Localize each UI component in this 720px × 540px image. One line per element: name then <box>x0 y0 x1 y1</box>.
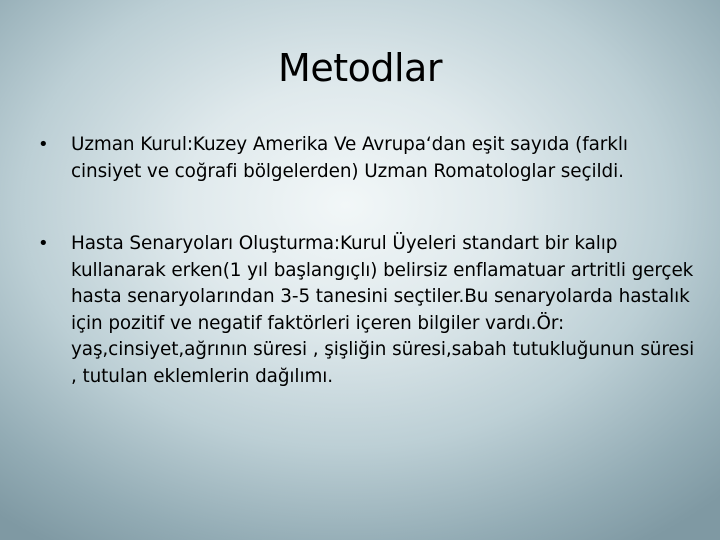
slide-title: Metodlar <box>278 46 442 90</box>
bullet-item-expert-panel <box>38 132 698 185</box>
bullet-text: Hasta Senaryoları Oluşturma:Kurul Üyeleri standart bir kalıp kullanarak erken(1 yıl başlangıçlı) belirsiz enflamatuar artritli gerçek hasta senaryolarından 3-5 tanesini seçtiler.Bu senaryolarda hastalık için pozitif ve negatif faktörleri içeren bilgiler vardı.Ör: yaş,cinsiyet,ağrının süresi , şişliğin süresi,sabah tutukluğunun süresi , tutulan eklemlerin dağılımı. <box>71 233 695 387</box>
bullet-list <box>38 132 698 390</box>
bullet-text: Uzman Kurul:Kuzey Amerika Ve Avrupa‘dan eşit sayıda (farklı cinsiyet ve coğrafi bölgelerden) Uzman Romatologlar seçildi. <box>71 134 628 182</box>
bullet-icon: • <box>38 134 49 155</box>
bullet-item-patient-scenarios <box>38 231 698 390</box>
bullet-icon: • <box>38 233 49 254</box>
